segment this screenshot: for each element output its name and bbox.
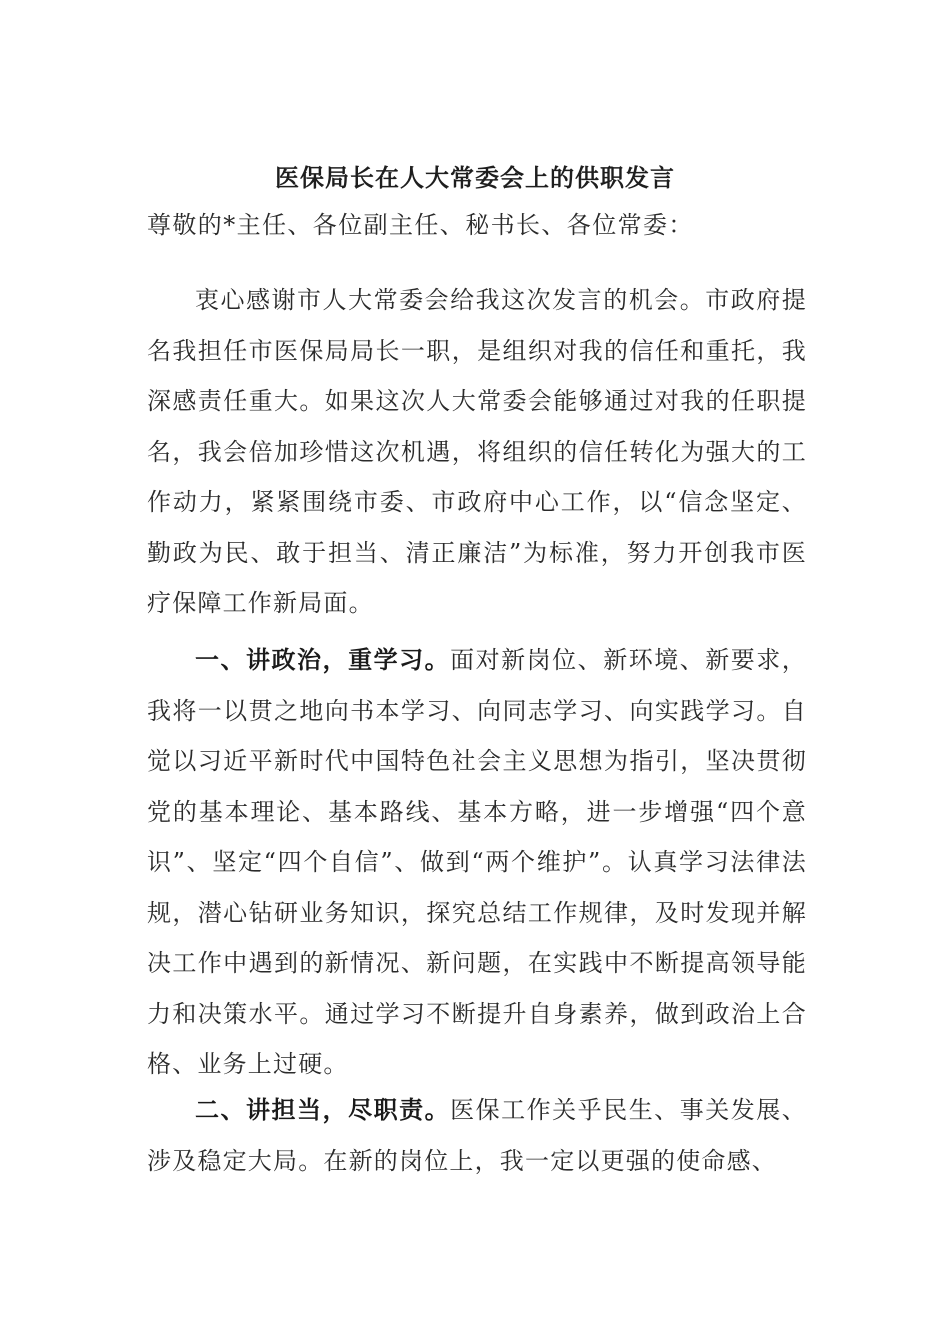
salutation: 尊敬的*主任、各位副主任、秘书长、各位常委： [147, 211, 694, 239]
paragraph-body: 面对新岗位、新环境、新要求，我将一以贯之地向书本学习、向同志学习、向实践学习。自觉以习近平新时代中国特色社会主义思想为指引，坚决贯彻党的基本理论、基本路线、基本方略，进一步增强“四个意识”、坚定“四个自信”、做到“两个维护”。认真学习法律法规，潜心钻研业务知识，探究总结工作规律，及时发现并解决工作中遇到的新情况、新问题，在实践中不断提高领导能力和决策水平。通过学习不断提升自身素养，做到政治上合格、业务上过硬。 [147, 646, 807, 1078]
paragraph-body: 衷心感谢市人大常委会给我这次发言的机会。市政府提名我担任市医保局局长一职，是组织对我的信任和重托，我深感责任重大。如果这次人大常委会能够通过对我的任职提名，我会倍加珍惜这次机遇，将组织的信任转化为强大的工作动力，紧紧围绕市委、市政府中心工作，以“信念坚定、勤政为民、敢于担当、清正廉洁”为标准，努力开创我市医疗保障工作新局面。 [147, 286, 807, 617]
paragraph-responsibility [147, 1085, 807, 1186]
document-title: 医保局长在人大常委会上的供职发言 [275, 163, 675, 192]
paragraph-politics-study [147, 635, 807, 1090]
paragraph-body: 医保工作关乎民生、事关发展、涉及稳定大局。在新的岗位上，我一定以更强的使命感、 [147, 1096, 807, 1175]
paragraph-heading: 一、讲政治，重学习。 [195, 645, 451, 674]
paragraph-intro [147, 275, 807, 629]
paragraph-heading: 二、讲担当，尽职责。 [195, 1095, 451, 1124]
